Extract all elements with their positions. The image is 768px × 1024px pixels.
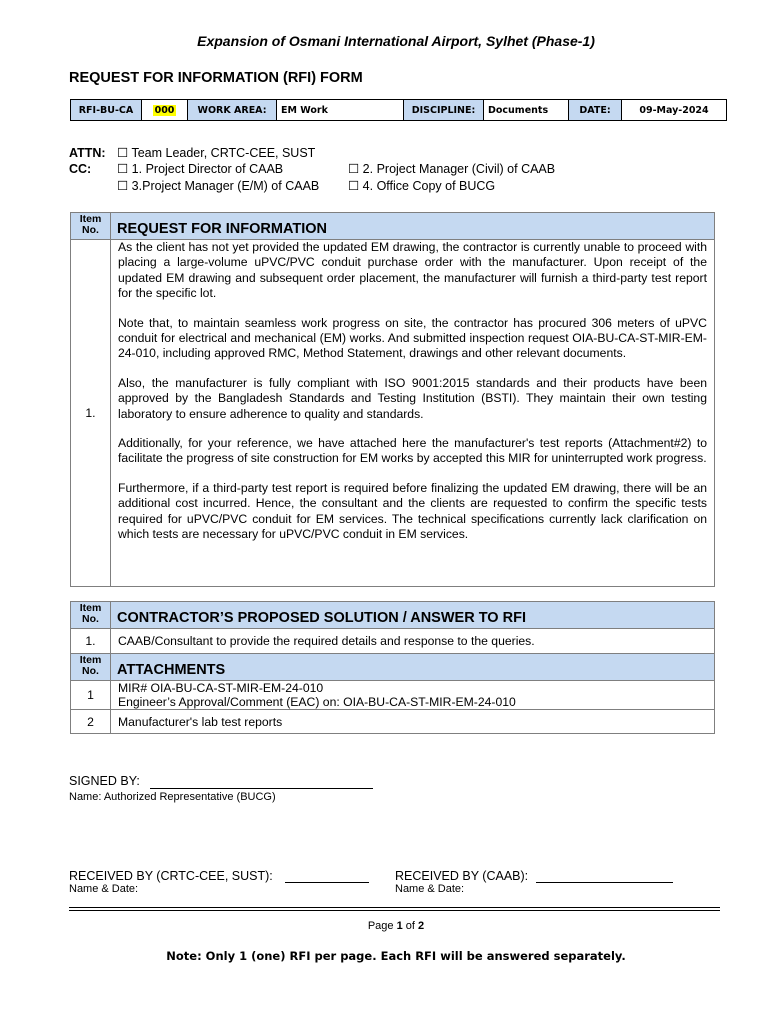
item-no-header: Item No. — [71, 213, 111, 240]
attachment-item: Manufacturer's lab test reports — [111, 710, 715, 734]
attn-item: ☐ Team Leader, CRTC-CEE, SUST — [117, 146, 316, 160]
page-current: 1 — [396, 920, 403, 932]
cc-item: ☐ 2. Project Manager (Civil) of CAAB — [348, 162, 556, 176]
cc-label: CC: — [69, 162, 92, 176]
received-crtc-sub: Name & Date: — [69, 883, 139, 895]
form-title: REQUEST FOR INFORMATION (RFI) FORM — [69, 70, 363, 86]
rfi-number: 000 — [154, 104, 175, 116]
rfi-paragraph: As the client has not yet provided the updated EM drawing, the contractor is currently unable to proceed with placing a large-volume uPVC/PVC conduit purchase order with the manufacturer. Upon receipt of the updated EM drawing and subsequent order placement, the manufacturer will furnish a third-party test report for the specific lot. — [118, 240, 707, 301]
signed-by-line — [150, 788, 373, 789]
item-no-header: Item No. — [71, 602, 111, 629]
work-area-label: WORK AREA: — [188, 100, 277, 121]
signed-by-label: SIGNED BY: — [69, 774, 140, 788]
solution-text: CAAB/Consultant to provide the required details and response to the queries. — [111, 629, 715, 654]
attn-label: ATTN: — [69, 146, 106, 160]
discipline-value: Documents — [484, 100, 569, 121]
footer-note: Note: Only 1 (one) RFI per page. Each RFI will be answered separately. — [166, 949, 626, 963]
footer-rule — [69, 910, 720, 911]
project-title: Expansion of Osmani International Airport, Sylhet (Phase-1) — [197, 33, 595, 49]
received-caab-label: RECEIVED BY (CAAB): — [395, 869, 529, 883]
rfi-header-table — [70, 99, 727, 121]
attachments-section-title: ATTACHMENTS — [111, 654, 715, 681]
attachment-item — [111, 681, 715, 710]
cc-item: ☐ 3.Project Manager (E/M) of CAAB — [117, 179, 320, 193]
page-prefix: Page — [367, 920, 397, 932]
solution-item-number: 1. — [71, 629, 111, 654]
rfi-section-title: REQUEST FOR INFORMATION — [111, 213, 715, 240]
received-crtc-line — [285, 882, 369, 883]
page-total: 2 — [418, 920, 425, 932]
rfi-paragraph: Also, the manufacturer is fully compliant with ISO 9001:2015 standards and their products have been approved by the Bangladesh Standards and Testing Institution (BSTI). They maintain their own testing laboratory to ensure adherence to quality and standards. — [118, 375, 707, 421]
rfi-body — [111, 240, 715, 587]
attachment-number: 2 — [71, 710, 111, 734]
attachment-line: Engineer’s Approval/Comment (EAC) on: OIA-BU-CA-ST-MIR-EM-24-010 — [118, 695, 516, 709]
rfi-number-cell — [142, 100, 188, 121]
cc-item: ☐ 1. Project Director of CAAB — [117, 162, 284, 176]
footer-rule — [69, 907, 720, 908]
page-number — [0, 920, 768, 932]
rfi-table — [70, 212, 715, 587]
page-mid: of — [402, 920, 419, 932]
rfi-item-number: 1. — [71, 240, 111, 587]
received-caab-line — [536, 882, 673, 883]
date-label: DATE: — [569, 100, 622, 121]
work-area-value: EM Work — [277, 100, 404, 121]
attachment-line: MIR# OIA-BU-CA-ST-MIR-EM-24-010 — [118, 681, 324, 695]
attachment-number: 1 — [71, 681, 111, 710]
rfi-code-cell: RFI-BU-CA — [71, 100, 142, 121]
received-crtc-label: RECEIVED BY (CRTC-CEE, SUST): — [69, 869, 273, 883]
rfi-paragraph: Additionally, for your reference, we have attached here the manufacturer's test reports (Attachment#2) to facilitate the progress of site construction for EM works by accepted this MIR for uninterrupted work progress. — [118, 436, 707, 466]
cc-item: ☐ 4. Office Copy of BUCG — [348, 179, 496, 193]
received-caab-sub: Name & Date: — [395, 883, 465, 895]
solution-section-title: CONTRACTOR’S PROPOSED SOLUTION / ANSWER TO RFI — [111, 602, 715, 629]
discipline-label: DISCIPLINE: — [404, 100, 484, 121]
solution-attachments-table — [70, 601, 715, 734]
date-value: 09-May-2024 — [622, 100, 727, 121]
rfi-paragraph: Note that, to maintain seamless work progress on site, the contractor has procured 306 meters of uPVC conduit for electrical and mechanical (EM) works. And submitted inspection request OIA-BU-CA-ST-MIR-EM-24-010, including approved RMC, Method Statement, drawings and other relevant documents. — [118, 315, 707, 361]
signed-by-sub: Name: Authorized Representative (BUCG) — [69, 791, 276, 803]
item-no-header: Item No. — [71, 654, 111, 681]
rfi-paragraph: Furthermore, if a third-party test report is required before finalizing the updated EM drawing, there will be an additional cost incurred. Hence, the consultant and the clients are requested to confirm the specific tests required for uPVC/PVC conduit for EM services. The technical specifications currently lack clarification on which tests are necessary for uPVC/PVC conduit in EM services. — [118, 480, 707, 542]
